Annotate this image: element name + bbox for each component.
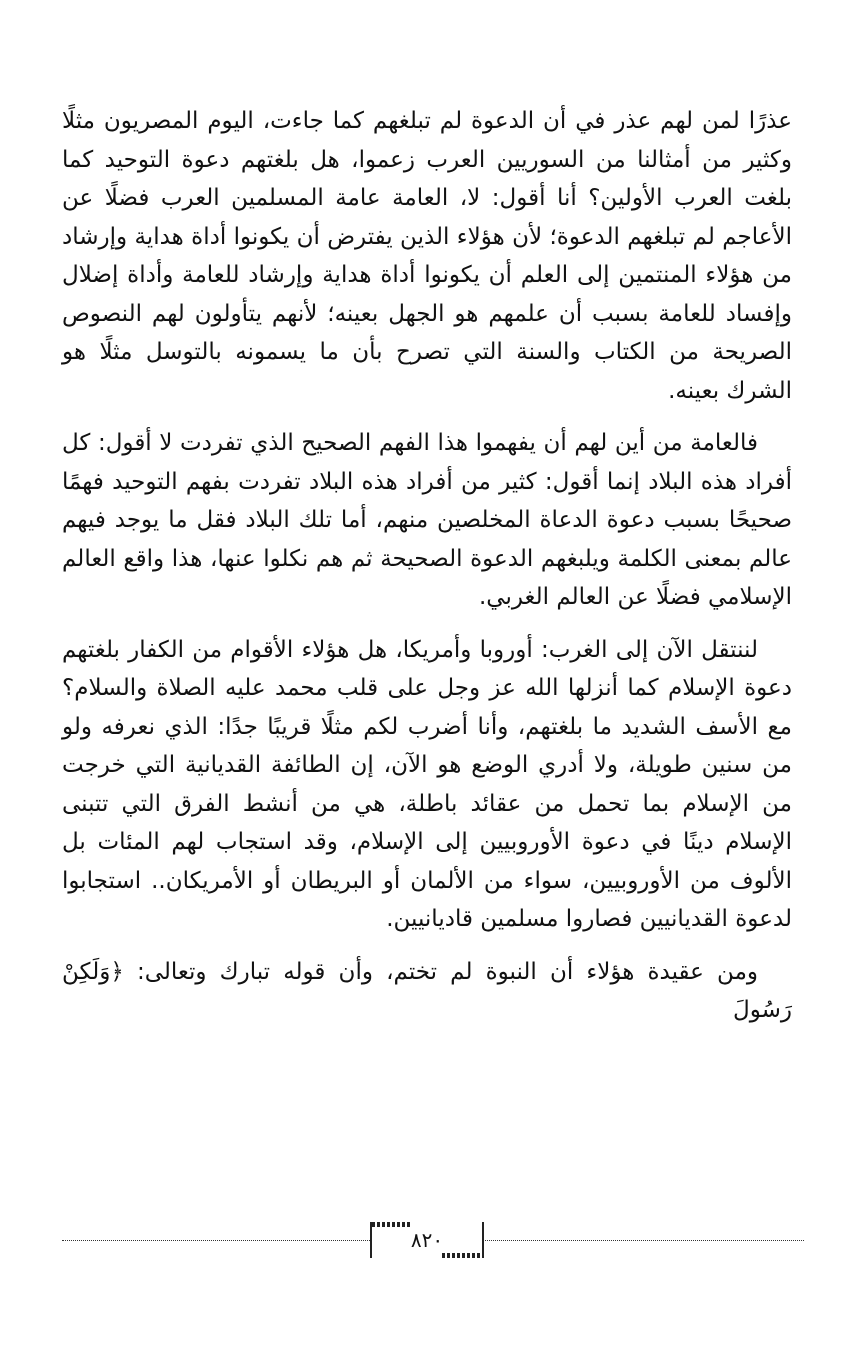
- page-number: ٨٢٠: [410, 1228, 444, 1252]
- body-text: [62, 102, 792, 1044]
- paragraph-3: لننتقل الآن إلى الغرب: أوروبا وأمريكا، هل هؤلاء الأقوام من الكفار بلغتهم دعوة الإسلام كما أنزلها الله عز وجل على قلب محمد عليه الصلاة والسلام؟ مع الأسف الشديد ما بلغتهم، وأنا أضرب لكم مثلًا قريبًا جدًا: الذي نعرفه ولو من سنين طويلة، ولا أدري الوضع هو الآن، إن الطائفة القديانية التي خرجت من الإسلام بما تحمل من عقائد باطلة، هي من أنشط الفرق التي تتبنى الإسلام دينًا في دعوة الأوروبيين إلى الإسلام، وقد استجاب لهم المئات بل الألوف من الأوروبيين، سواء من الألمان أو البريطان أو الأمريكان.. استجابوا لدعوة القديانيين فصاروا مسلمين قاديانيين.: [62, 636, 792, 932]
- page-number-frame: [370, 1222, 484, 1258]
- paragraph-4: ومن عقيدة هؤلاء أن النبوة لم تختم، وأن قوله تبارك وتعالى: ﴿وَلَكِنْ رَسُولَ: [62, 958, 792, 1023]
- paragraph-2: فالعامة من أين لهم أن يفهموا هذا الفهم الصحيح الذي تفردت لا أقول: كل أفراد هذه البلاد إنما أقول: كثير من أفراد هذه البلاد تفردت بفهم التوحيد فهمًا صحيحًا بسبب دعوة الدعاة المخلصين منهم، أما تلك البلاد فقل ما يوجد فيهم عالم بمعنى الكلمة ويلبغهم الدعوة الصحيحة ثم هم نكلوا عنها، هذا واقع العالم الإسلامي فضلًا عن العالم الغربي.: [62, 430, 792, 610]
- paragraph-1: عذرًا لمن لهم عذر في أن الدعوة لم تبلغهم كما جاءت، اليوم المصريون مثلًا وكثير من أمثالنا من السوريين العرب زعموا، هل بلغتهم دعوة التوحيد كما بلغت العرب الأولين؟ أنا أقول: لا، العامة عامة المسلمين العرب فضلًا عن الأعاجم لم تبلغهم الدعوة؛ لأن هؤلاء الذين يفترض أن يكونوا أداة هداية وإرشاد من هؤلاء المنتمين إلى العلم أن يكونوا أداة هداية وإرشاد للعامة وأداة إضلال وإفساد للعامة بسبب أن علمهم هو الجهل بعينه؛ لأنهم يتأولون لهم النصوص الصريحة من الكتاب والسنة التي تصرح بأن ما يسمونه بالتوسل مثلًا هو الشرك بعينه.: [62, 108, 792, 404]
- page-footer: [62, 1218, 804, 1268]
